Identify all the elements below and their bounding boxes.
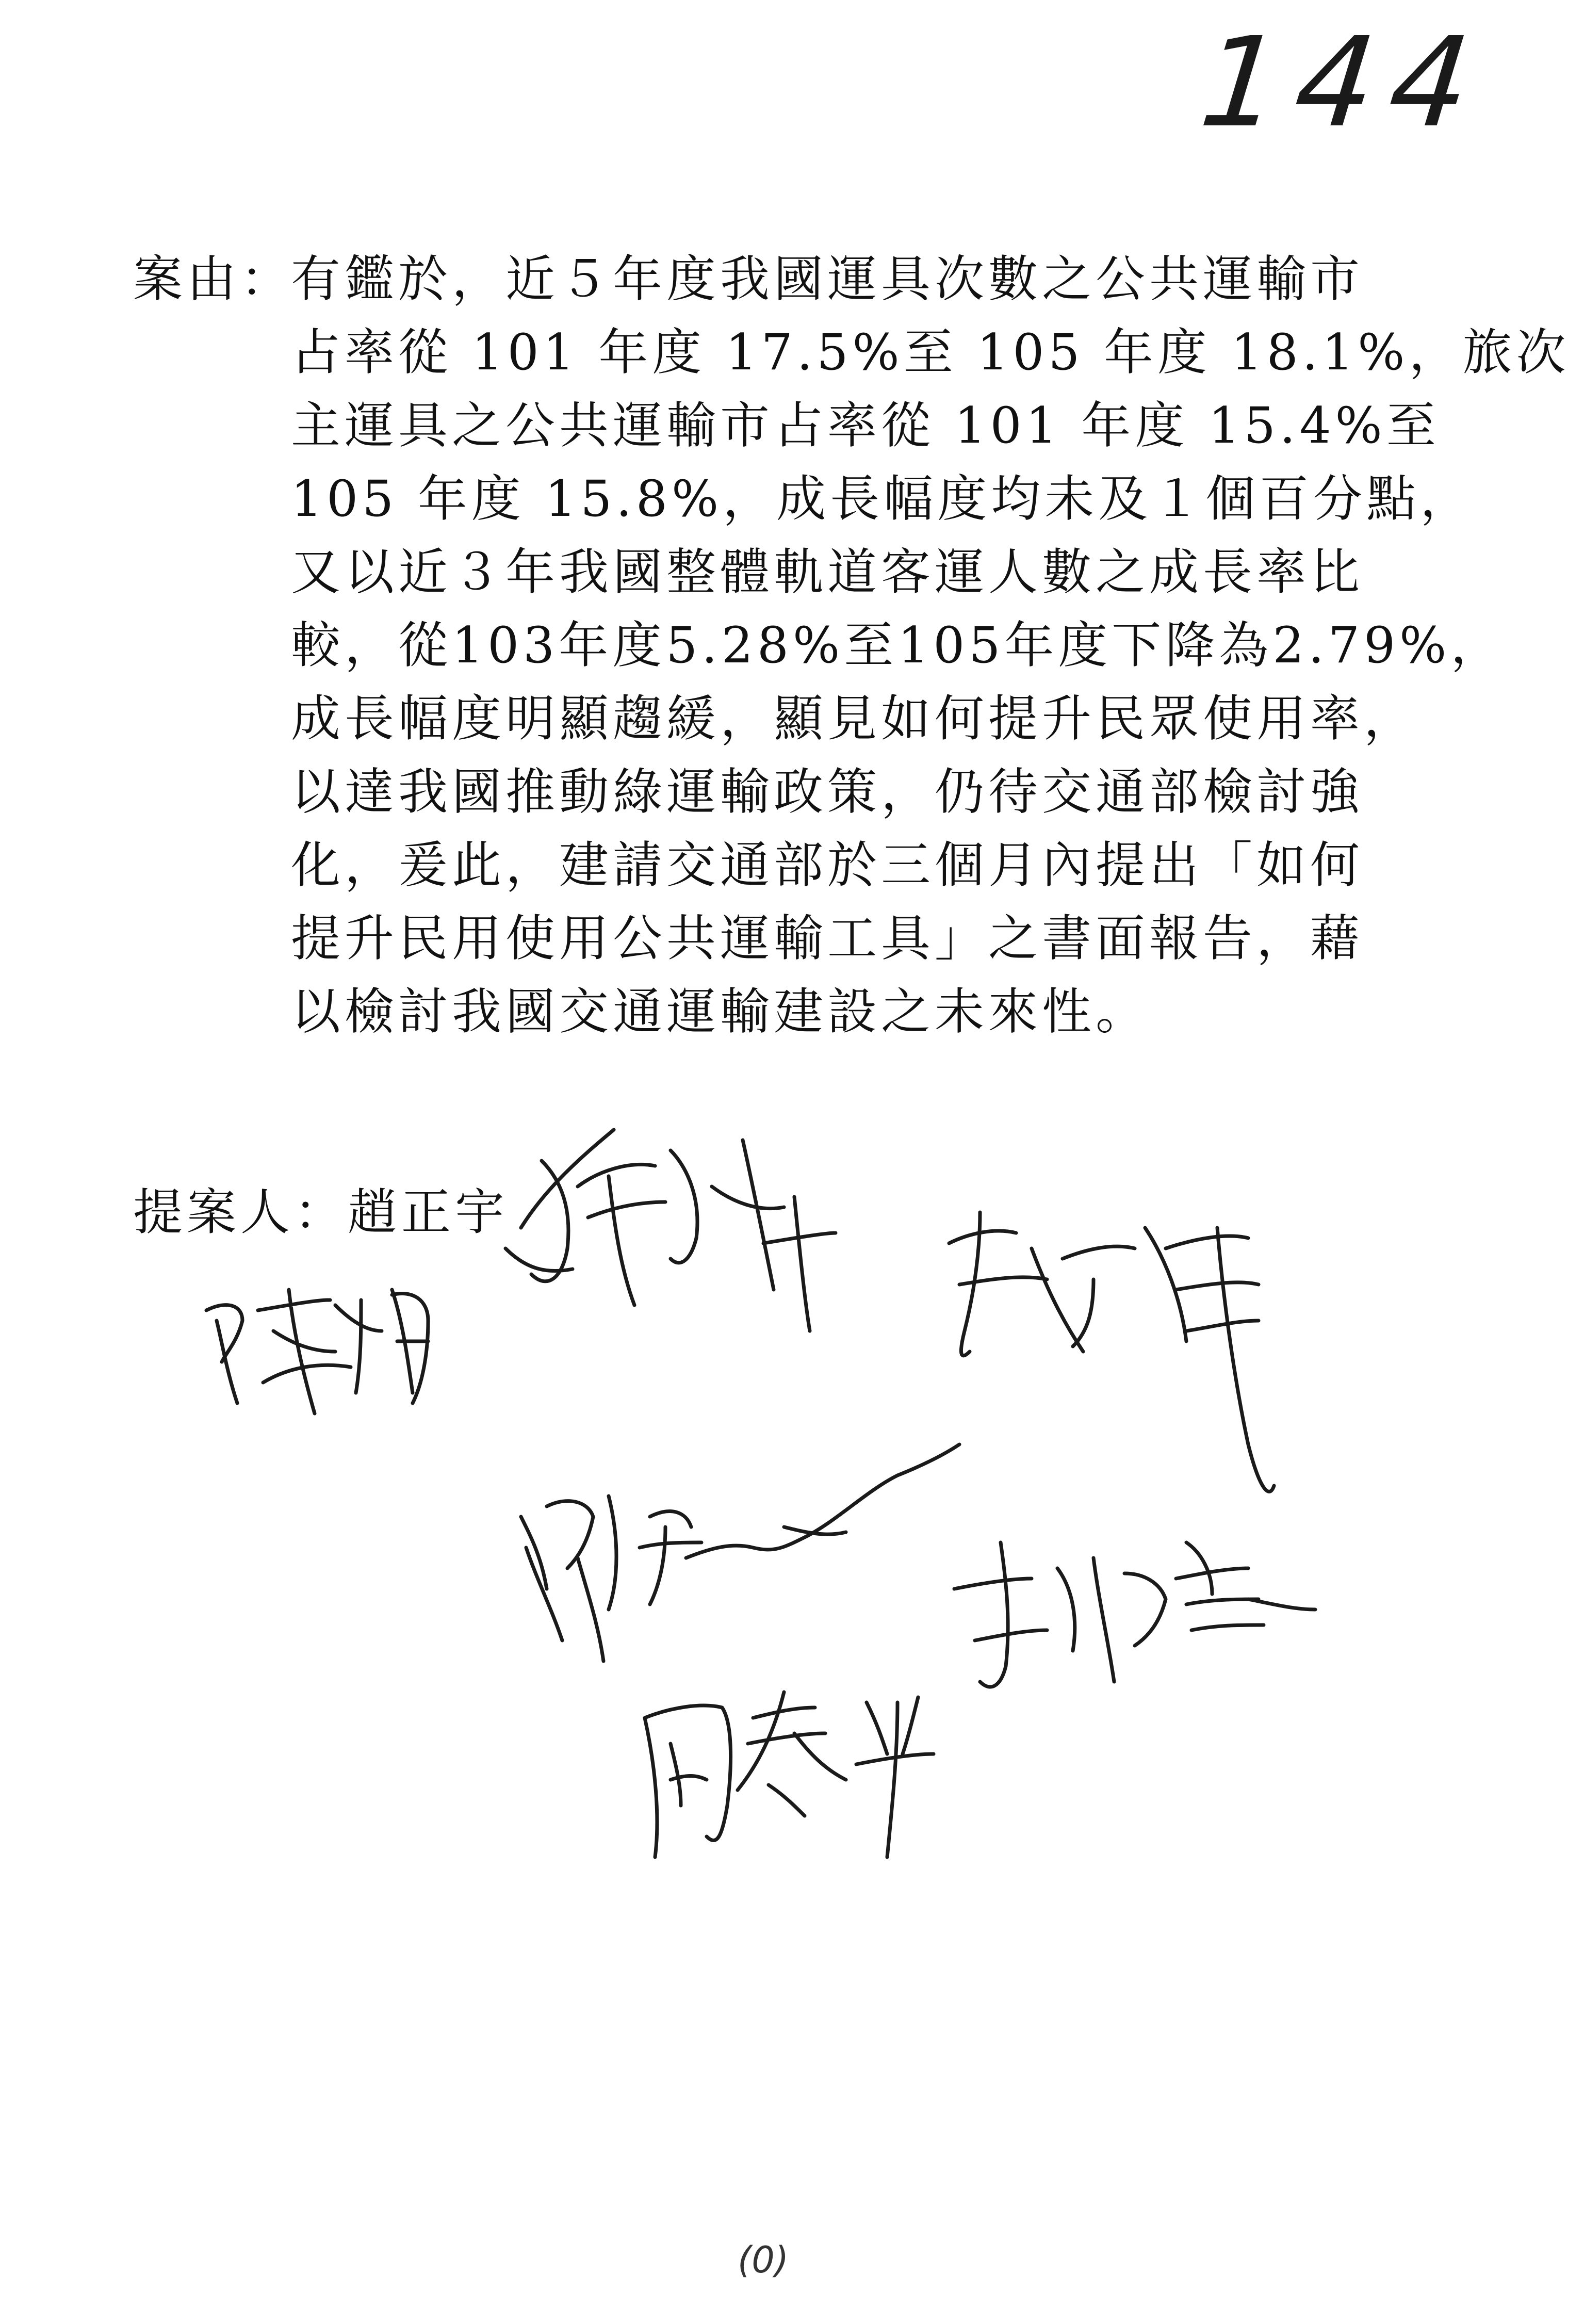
case-line: 主運具之公共運輸市占率從 101 年度 15.4%至	[291, 397, 1440, 454]
page-number: 144	[1194, 10, 1492, 155]
signature-4	[521, 1444, 959, 1661]
signature-5	[954, 1542, 1315, 1687]
case-line: 以達我國推動綠運輸政策，仍待交通部檢討強	[291, 763, 1364, 821]
footer-mark: (0)	[738, 2239, 789, 2281]
case-line: 成長幅度明顯趨緩，顯見如何提升民眾使用率，	[291, 690, 1417, 747]
case-line: 有鑑於，近５年度我國運具次數之公共運輸市	[291, 250, 1364, 308]
signature-1	[505, 1130, 836, 1331]
case-label: 案由：	[133, 250, 294, 308]
proposer-line: 提案人：趙正宇	[133, 1183, 509, 1241]
case-line: 以檢討我國交通運輸建設之未來性。	[291, 983, 1149, 1041]
case-line: 又以近３年我國整體軌道客運人數之成長率比	[291, 543, 1364, 601]
case-line: 較，從103年度5.28%至105年度下降為2.79%，	[291, 616, 1505, 674]
case-text	[291, 242, 1570, 1048]
case-line: 化，爰此，建請交通部於三個月內提出「如何	[291, 836, 1364, 894]
case-line: 占率從 101 年度 17.5%至 105 年度 18.1%，旅次	[291, 323, 1570, 381]
signature-6	[645, 1692, 934, 1857]
case-line: 提升民用使用公共運輸工具」之書面報告，藉	[291, 909, 1364, 967]
signature-2	[949, 1212, 1274, 1491]
signature-3	[206, 1290, 428, 1413]
case-line: 105 年度 15.8%，成長幅度均未及１個百分點，	[291, 470, 1474, 528]
